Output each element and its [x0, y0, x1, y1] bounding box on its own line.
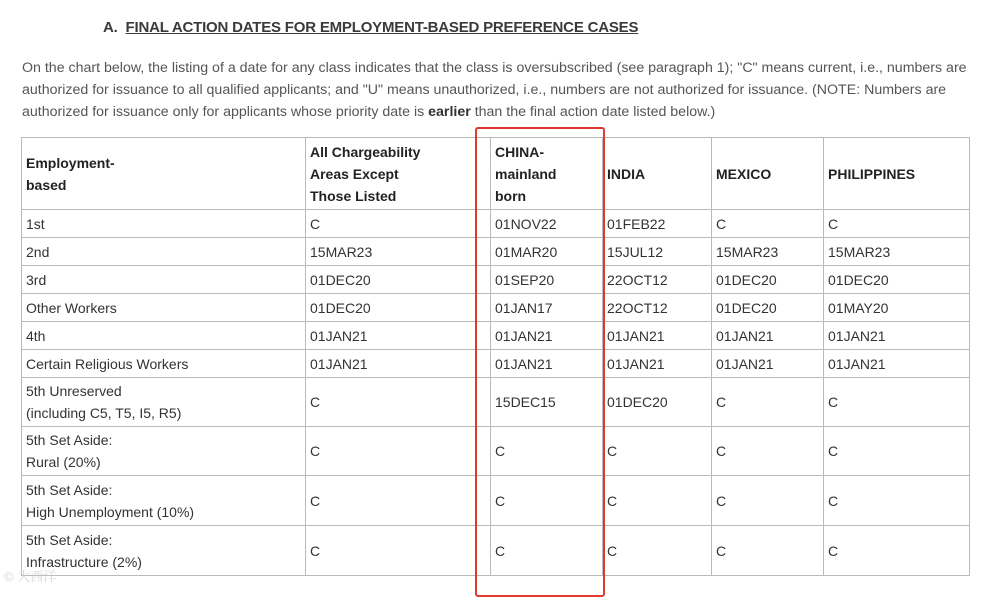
- table-body: [22, 210, 970, 576]
- table-row: [22, 322, 970, 350]
- cell-philippines: 15MAR23: [824, 238, 970, 266]
- category-line: 5th Set Aside:: [26, 531, 113, 548]
- category-line: Rural (20%): [26, 454, 101, 470]
- cell-mexico: 15MAR23: [712, 238, 824, 266]
- table-row: [22, 294, 970, 322]
- cell-mexico: C: [712, 526, 824, 576]
- header-line: All Chargeability: [310, 143, 421, 160]
- cell-mexico: C: [712, 210, 824, 238]
- table-row: [22, 378, 970, 427]
- cell-india: C: [603, 427, 712, 476]
- cell-china: 01NOV22: [491, 210, 603, 238]
- cell-india: C: [603, 526, 712, 576]
- category-line: 5th Unreserved: [26, 383, 122, 399]
- cell-mexico: 01DEC20: [712, 294, 824, 322]
- category-line: 4th: [26, 327, 46, 344]
- watermark: © 大西洋: [4, 569, 57, 584]
- cell-philippines: 01JAN21: [824, 350, 970, 378]
- category-line: Certain Religious Workers: [26, 355, 189, 372]
- cell-china: 15DEC15: [491, 378, 603, 427]
- cell-all: C: [306, 210, 491, 238]
- cell-india: C: [603, 476, 712, 526]
- cell-philippines: 01JAN21: [824, 322, 970, 350]
- cell-india: 22OCT12: [603, 294, 712, 322]
- cell-india: 01FEB22: [603, 210, 712, 238]
- row-category: [22, 266, 306, 294]
- cell-philippines: C: [824, 210, 970, 238]
- cell-philippines: C: [824, 378, 970, 427]
- cell-india: 15JUL12: [603, 238, 712, 266]
- table-row: [22, 526, 970, 576]
- row-category: [22, 526, 306, 576]
- intro-paragraph: [22, 57, 972, 123]
- header-line: Those Listed: [310, 187, 397, 204]
- cell-india: 22OCT12: [603, 266, 712, 294]
- cell-china: 01JAN17: [491, 294, 603, 322]
- cell-china: 01JAN21: [491, 322, 603, 350]
- table-row: [22, 350, 970, 378]
- row-category: [22, 427, 306, 476]
- category-line: (including C5, T5, I5, R5): [26, 405, 182, 421]
- section-heading: [103, 19, 638, 36]
- row-category: [22, 238, 306, 266]
- section-letter: A.: [103, 19, 118, 36]
- header-india: INDIA: [603, 138, 712, 210]
- category-line: 3rd: [26, 271, 47, 288]
- cell-all: C: [306, 378, 491, 427]
- header-employment-based: [22, 138, 306, 210]
- table-row: [22, 476, 970, 526]
- cell-china: C: [491, 526, 603, 576]
- cell-india: 01JAN21: [603, 350, 712, 378]
- row-category: [22, 378, 306, 427]
- intro-text-1: On the chart below, the listing of a date for any class indicates that the class is oversubscribed (see paragraph 1); "C" means current, i.e., numbers are authorized for issuance to all qualified applicants; and "U" means unauthorized, i.e., numbers are not authorized for issuance. (NOTE: Numbers are authorized for issuance only for applicants whose priority date is: [22, 60, 967, 120]
- section-title: FINAL ACTION DATES FOR EMPLOYMENT-BASED PREFERENCE CASES: [125, 19, 639, 36]
- cell-mexico: C: [712, 476, 824, 526]
- cell-all: C: [306, 526, 491, 576]
- intro-text-2: than the final action date listed below.): [470, 104, 716, 120]
- category-line: 5th Set Aside:: [26, 432, 113, 448]
- category-line: 2nd: [26, 243, 50, 260]
- cell-mexico: 01DEC20: [712, 266, 824, 294]
- cell-philippines: 01DEC20: [824, 266, 970, 294]
- category-line: 1st: [26, 215, 45, 232]
- cell-philippines: C: [824, 526, 970, 576]
- intro-emphasis: earlier: [428, 104, 471, 120]
- cell-india: 01DEC20: [603, 378, 712, 427]
- cell-india: 01JAN21: [603, 322, 712, 350]
- cell-philippines: 01MAY20: [824, 294, 970, 322]
- table-row: [22, 238, 970, 266]
- row-category: [22, 294, 306, 322]
- cell-china: C: [491, 476, 603, 526]
- cell-china: C: [491, 427, 603, 476]
- category-line: Infrastructure (2%): [26, 553, 142, 570]
- row-category: [22, 476, 306, 526]
- final-action-dates-table: [21, 137, 970, 576]
- table-row: [22, 266, 970, 294]
- cell-mexico: 01JAN21: [712, 350, 824, 378]
- category-line: High Unemployment (10%): [26, 503, 195, 520]
- cell-all: 01DEC20: [306, 294, 491, 322]
- cell-all: C: [306, 427, 491, 476]
- table-header-row: [22, 138, 970, 210]
- row-category: [22, 350, 306, 378]
- header-line: Areas Except: [310, 165, 399, 182]
- header-china: [491, 138, 603, 210]
- header-all-chargeability: [306, 138, 491, 210]
- cell-philippines: C: [824, 427, 970, 476]
- header-line: CHINA-: [495, 143, 544, 160]
- row-category: [22, 322, 306, 350]
- cell-china: 01SEP20: [491, 266, 603, 294]
- header-line: based: [26, 176, 67, 193]
- cell-all: 01JAN21: [306, 350, 491, 378]
- cell-mexico: C: [712, 378, 824, 427]
- cell-mexico: 01JAN21: [712, 322, 824, 350]
- cell-all: 01JAN21: [306, 322, 491, 350]
- category-line: Other Workers: [26, 299, 117, 316]
- table-row: [22, 427, 970, 476]
- cell-china: 01MAR20: [491, 238, 603, 266]
- cell-all: 15MAR23: [306, 238, 491, 266]
- header-line: born: [495, 187, 527, 204]
- table-row: [22, 210, 970, 238]
- cell-philippines: C: [824, 476, 970, 526]
- cell-all: C: [306, 476, 491, 526]
- category-line: 5th Set Aside:: [26, 481, 113, 498]
- cell-mexico: C: [712, 427, 824, 476]
- cell-all: 01DEC20: [306, 266, 491, 294]
- header-line: Employment-: [26, 154, 115, 171]
- header-mexico: MEXICO: [712, 138, 824, 210]
- header-line: mainland: [495, 165, 557, 182]
- row-category: [22, 210, 306, 238]
- cell-china: 01JAN21: [491, 350, 603, 378]
- header-philippines: PHILIPPINES: [824, 138, 970, 210]
